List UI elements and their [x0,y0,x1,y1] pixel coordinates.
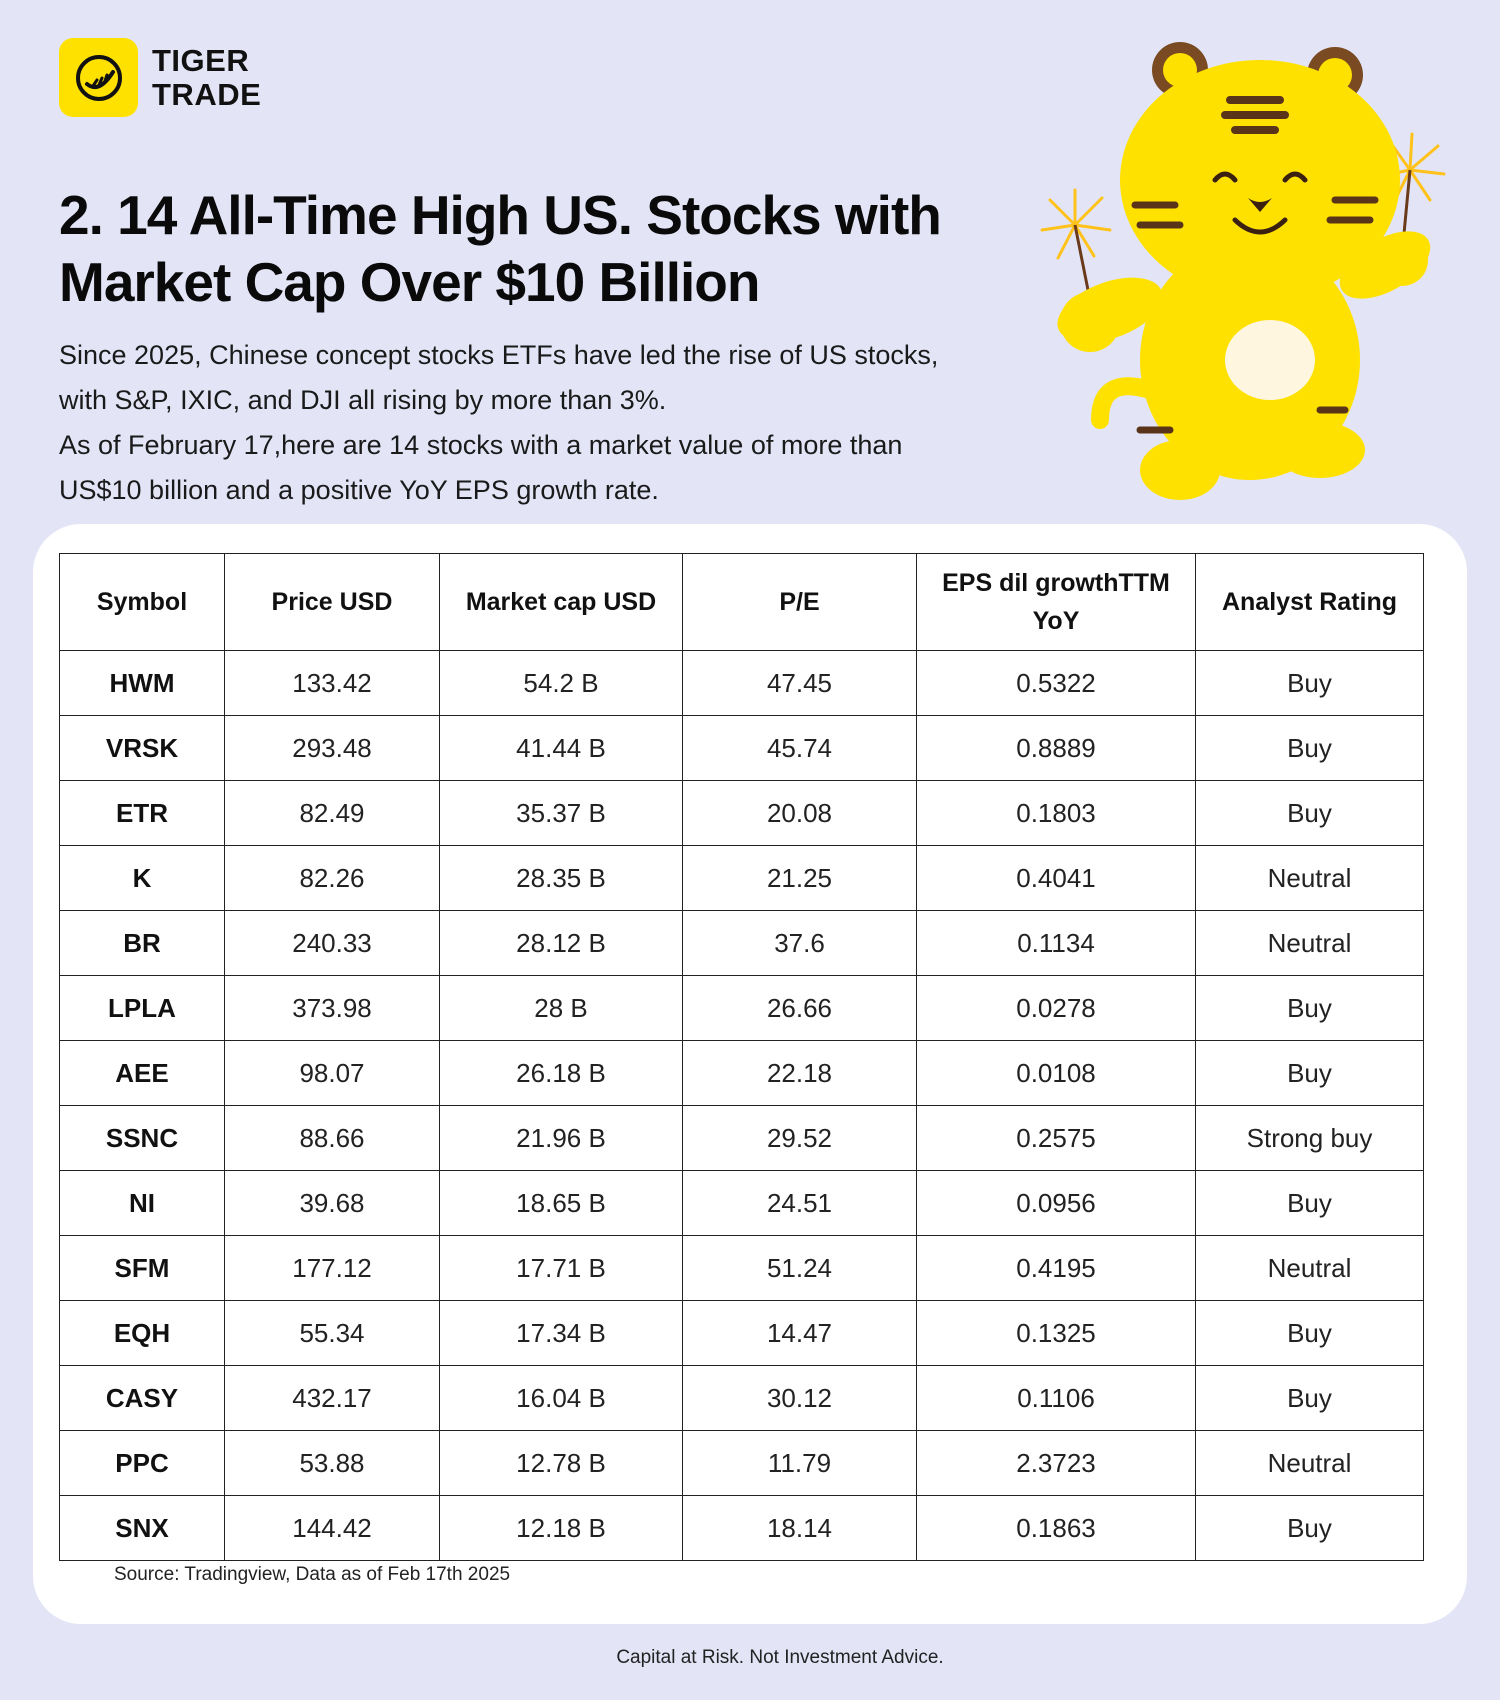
cell-symbol: CASY [60,1366,225,1431]
cell-pe: 14.47 [683,1301,917,1366]
table-header-row [60,554,1424,651]
cell-analyst-rating: Buy [1196,1041,1424,1106]
cell-market-cap: 16.04 B [440,1366,683,1431]
cell-symbol: K [60,846,225,911]
header-eps-growth: EPS dil growthTTM YoY [917,554,1196,651]
intro-line4: US$10 billion and a positive YoY EPS growth rate. [59,475,659,505]
cell-analyst-rating: Buy [1196,1496,1424,1561]
cell-symbol: PPC [60,1431,225,1496]
brand-name-line1: TIGER [152,42,250,78]
sparkler-left-icon [1042,190,1110,258]
page-title [59,182,1019,316]
intro-line1: Since 2025, Chinese concept stocks ETFs have led the rise of US stocks, [59,340,939,370]
cell-market-cap: 28.12 B [440,911,683,976]
cell-price: 98.07 [225,1041,440,1106]
cell-pe: 21.25 [683,846,917,911]
cell-symbol: NI [60,1171,225,1236]
header-price: Price USD [225,554,440,651]
table-row [60,911,1424,976]
cell-analyst-rating: Buy [1196,976,1424,1041]
table-row [60,1366,1424,1431]
cell-price: 144.42 [225,1496,440,1561]
cell-symbol: ETR [60,781,225,846]
cell-analyst-rating: Buy [1196,781,1424,846]
title-line2: Market Cap Over $10 Billion [59,251,760,313]
cell-symbol: LPLA [60,976,225,1041]
tiger-logo-icon [59,38,138,117]
cell-eps-growth: 0.1325 [917,1301,1196,1366]
header-market-cap: Market cap USD [440,554,683,651]
cell-market-cap: 12.18 B [440,1496,683,1561]
cell-analyst-rating: Neutral [1196,1431,1424,1496]
cell-pe: 11.79 [683,1431,917,1496]
table-row [60,976,1424,1041]
table-row [60,1301,1424,1366]
cell-eps-growth: 0.1134 [917,911,1196,976]
source-note: Source: Tradingview, Data as of Feb 17th 2025 [114,1564,511,1585]
cell-symbol: VRSK [60,716,225,781]
stocks-table [59,553,1424,1561]
intro-text [59,333,1039,513]
cell-eps-growth: 0.0108 [917,1041,1196,1106]
cell-market-cap: 26.18 B [440,1041,683,1106]
table-row [60,1041,1424,1106]
cell-symbol: SSNC [60,1106,225,1171]
cell-pe: 29.52 [683,1106,917,1171]
cell-price: 53.88 [225,1431,440,1496]
cell-price: 133.42 [225,651,440,716]
tiger-mascot-illustration [1030,30,1470,510]
cell-symbol: EQH [60,1301,225,1366]
cell-market-cap: 35.37 B [440,781,683,846]
cell-pe: 30.12 [683,1366,917,1431]
header-analyst-rating: Analyst Rating [1196,554,1424,651]
table-row [60,716,1424,781]
brand-name [152,44,261,112]
cell-market-cap: 17.34 B [440,1301,683,1366]
cell-eps-growth: 2.3723 [917,1431,1196,1496]
cell-price: 88.66 [225,1106,440,1171]
table-row [60,1236,1424,1301]
cell-pe: 51.24 [683,1236,917,1301]
cell-price: 177.12 [225,1236,440,1301]
intro-line3: As of February 17,here are 14 stocks with a market value of more than [59,430,903,460]
disclaimer-footer: Capital at Risk. Not Investment Advice. [616,1647,944,1668]
cell-pe: 22.18 [683,1041,917,1106]
cell-price: 373.98 [225,976,440,1041]
table-body [60,651,1424,1561]
cell-price: 82.49 [225,781,440,846]
cell-analyst-rating: Buy [1196,1301,1424,1366]
intro-line2: with S&P, IXIC, and DJI all rising by more than 3%. [59,385,667,415]
cell-analyst-rating: Buy [1196,716,1424,781]
cell-eps-growth: 0.5322 [917,651,1196,716]
cell-pe: 45.74 [683,716,917,781]
cell-pe: 18.14 [683,1496,917,1561]
cell-eps-growth: 0.4041 [917,846,1196,911]
cell-eps-growth: 0.1106 [917,1366,1196,1431]
table-row [60,781,1424,846]
cell-analyst-rating: Buy [1196,1171,1424,1236]
cell-price: 39.68 [225,1171,440,1236]
cell-analyst-rating: Neutral [1196,846,1424,911]
brand-name-line2: TRADE [152,76,262,112]
cell-pe: 20.08 [683,781,917,846]
cell-analyst-rating: Neutral [1196,911,1424,976]
cell-analyst-rating: Strong buy [1196,1106,1424,1171]
header-symbol: Symbol [60,554,225,651]
cell-eps-growth: 0.0956 [917,1171,1196,1236]
cell-pe: 26.66 [683,976,917,1041]
cell-analyst-rating: Buy [1196,1366,1424,1431]
cell-eps-growth: 0.0278 [917,976,1196,1041]
cell-market-cap: 18.65 B [440,1171,683,1236]
cell-pe: 24.51 [683,1171,917,1236]
cell-price: 55.34 [225,1301,440,1366]
table-row [60,1496,1424,1561]
cell-market-cap: 17.71 B [440,1236,683,1301]
cell-market-cap: 12.78 B [440,1431,683,1496]
table-card [33,524,1467,1624]
cell-symbol: SFM [60,1236,225,1301]
cell-pe: 37.6 [683,911,917,976]
cell-price: 240.33 [225,911,440,976]
cell-symbol: SNX [60,1496,225,1561]
cell-analyst-rating: Neutral [1196,1236,1424,1301]
cell-eps-growth: 0.4195 [917,1236,1196,1301]
cell-price: 293.48 [225,716,440,781]
cell-analyst-rating: Buy [1196,651,1424,716]
header-pe: P/E [683,554,917,651]
cell-market-cap: 21.96 B [440,1106,683,1171]
title-line1: 2. 14 All-Time High US. Stocks with [59,184,941,246]
table-row [60,1106,1424,1171]
cell-pe: 47.45 [683,651,917,716]
cell-market-cap: 54.2 B [440,651,683,716]
cell-price: 82.26 [225,846,440,911]
cell-market-cap: 28.35 B [440,846,683,911]
cell-market-cap: 41.44 B [440,716,683,781]
cell-price: 432.17 [225,1366,440,1431]
cell-symbol: HWM [60,651,225,716]
table-row [60,1431,1424,1496]
table-row [60,651,1424,716]
cell-eps-growth: 0.2575 [917,1106,1196,1171]
table-row [60,1171,1424,1236]
cell-eps-growth: 0.1803 [917,781,1196,846]
cell-eps-growth: 0.8889 [917,716,1196,781]
cell-symbol: BR [60,911,225,976]
cell-market-cap: 28 B [440,976,683,1041]
table-row [60,846,1424,911]
brand-logo [59,38,261,117]
cell-eps-growth: 0.1863 [917,1496,1196,1561]
cell-symbol: AEE [60,1041,225,1106]
